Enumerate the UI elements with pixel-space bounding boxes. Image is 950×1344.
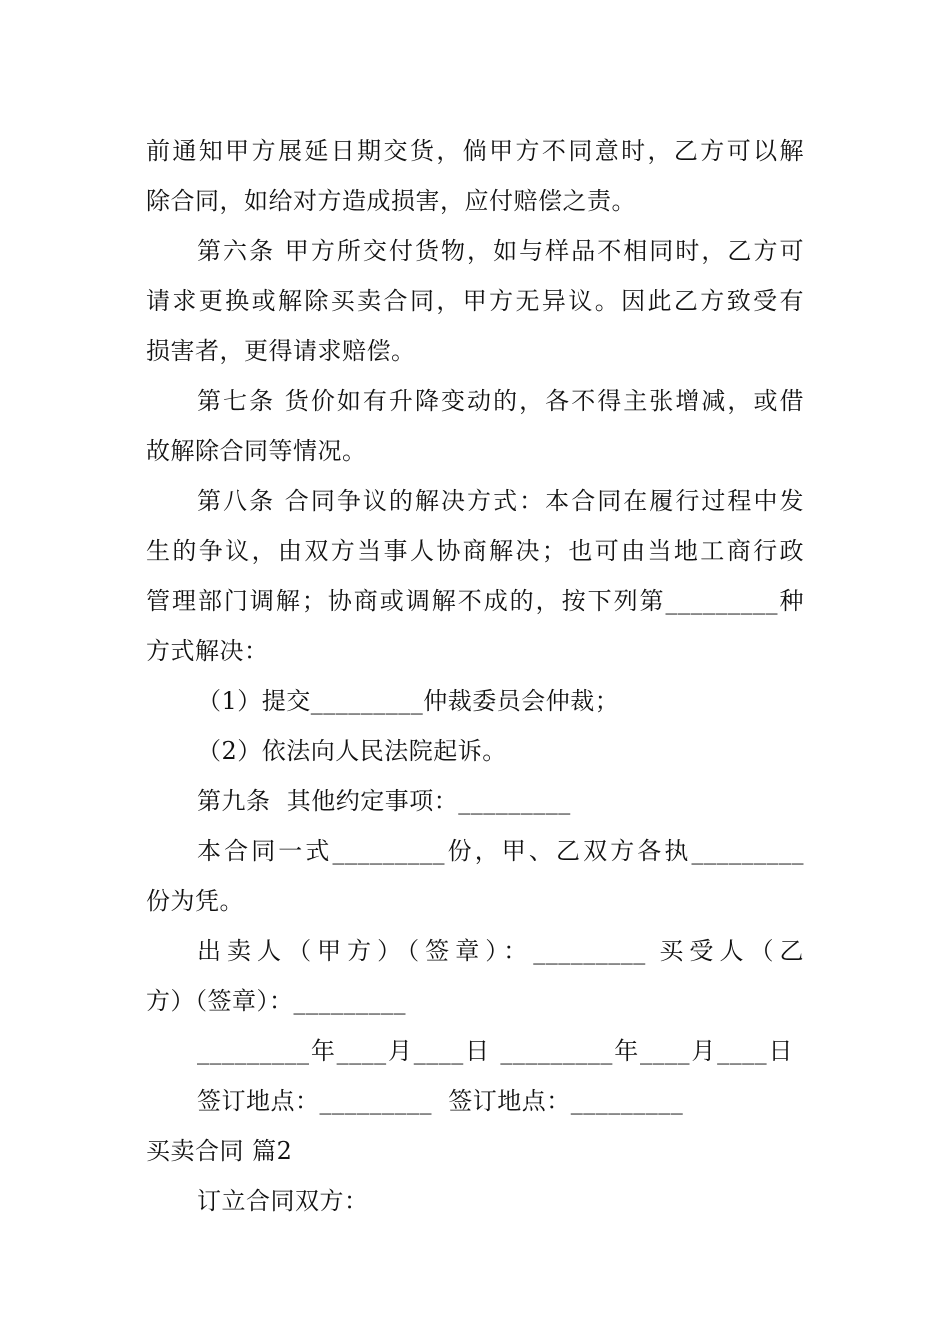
text-line: 第七条 货价如有升降变动的，各不得主张增减，或借 <box>197 387 804 415</box>
text-line: 第九条 其他约定事项：_________ <box>197 787 571 815</box>
text-line: 第六条 甲方所交付货物，如与样品不相同时，乙方可 <box>197 237 804 265</box>
text-line: 管理部门调解；协商或调解不成的，按下列第_________种 <box>146 587 804 615</box>
text-line: 生的争议，由双方当事人协商解决；也可由当地工商行政 <box>146 537 804 565</box>
text-line: 签订地点：_________ 签订地点：_________ <box>197 1087 684 1115</box>
text-line: 方）（签章）：_________ <box>146 987 406 1015</box>
text-line: 订立合同双方： <box>197 1187 369 1215</box>
text-line: 前通知甲方展延日期交货，倘甲方不同意时，乙方可以解 <box>146 137 804 165</box>
text-line: （2）依法向人民法院起诉。 <box>197 737 507 765</box>
text-line: 份为凭。 <box>146 887 244 915</box>
text-line: 请求更换或解除买卖合同，甲方无异议。因此乙方致受有 <box>146 287 804 315</box>
text-line: 故解除合同等情况。 <box>146 437 367 465</box>
text-line: _________年____月____日 _________年____月____日 <box>197 1037 793 1065</box>
text-line: 本合同一式_________份，甲、乙双方各执_________ <box>197 837 804 865</box>
section-heading: 买卖合同 篇2 <box>146 1137 293 1165</box>
text-line: 除合同，如给对方造成损害，应付赔偿之责。 <box>146 187 636 215</box>
text-line: （1）提交_________仲裁委员会仲裁； <box>197 687 620 715</box>
text-line: 第八条 合同争议的解决方式：本合同在履行过程中发 <box>197 487 804 515</box>
text-line: 出卖人（甲方）（签章）：_________ 买受人（乙 <box>197 937 804 965</box>
text-line: 方式解决： <box>146 637 269 665</box>
text-line: 损害者，更得请求赔偿。 <box>146 337 416 365</box>
